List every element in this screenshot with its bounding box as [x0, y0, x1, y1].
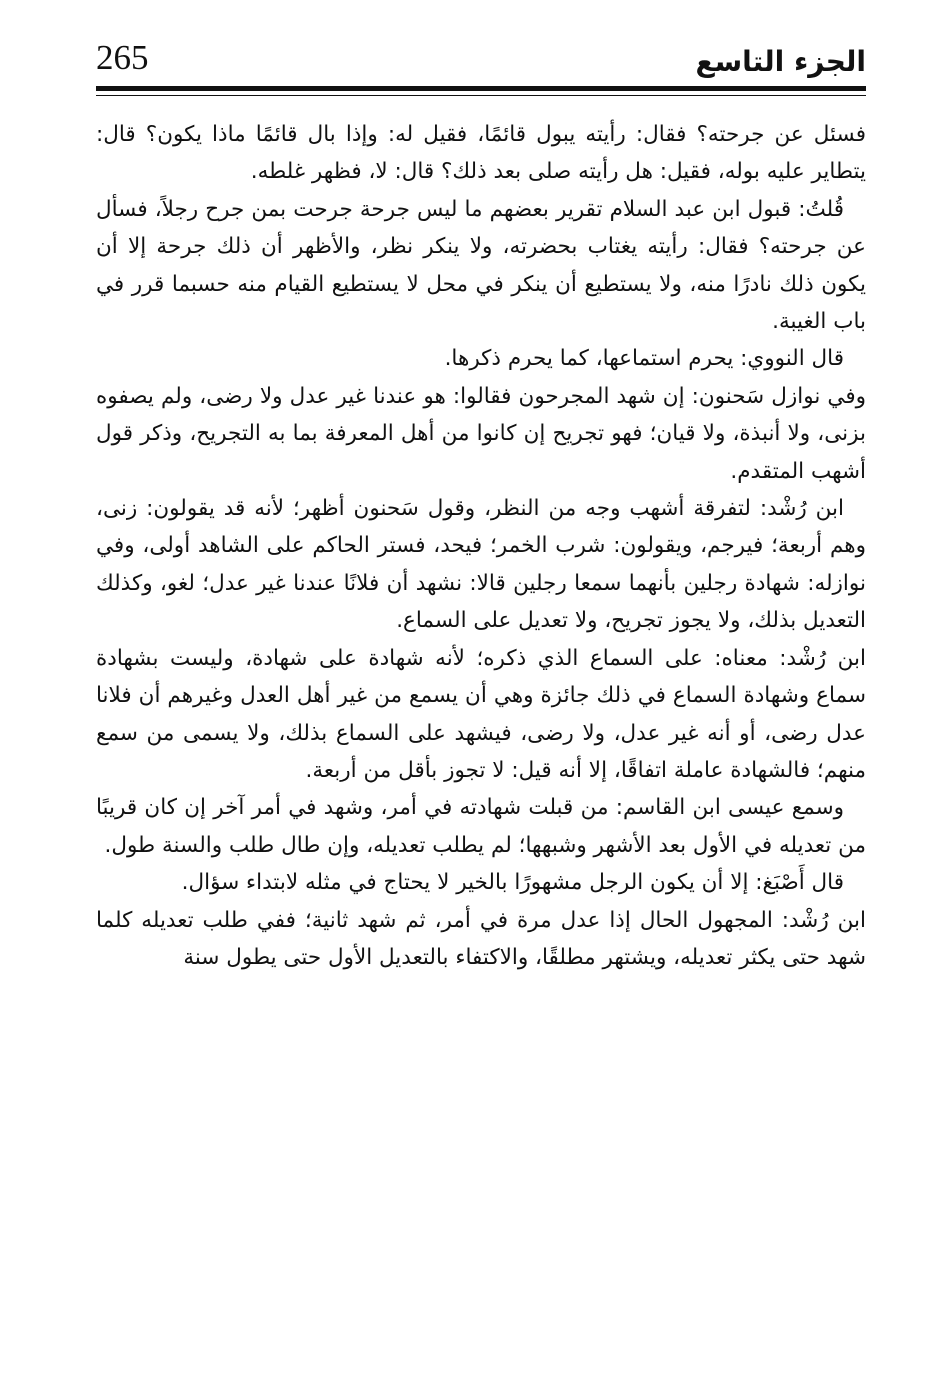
- paragraph-7: وسمع عيسى ابن القاسم: من قبلت شهادته في أمر، وشهد في أمر آخر إن كان قريبًا من تعديله في الأول بعد الأشهر وشبهها؛ لم يطلب تعديله، وإن طال طلب والسنة طول.: [96, 795, 866, 858]
- paragraph-8: قال أَصْبَغ: إلا أن يكون الرجل مشهورًا بالخير لا يحتاج في مثله لابتداء سؤال.: [181, 870, 844, 896]
- paragraph-2: قُلتُ: قبول ابن عبد السلام تقرير بعضهم ما ليس جرحة جرحت بمن جرح رجلاً، فسأل عن جرحته؟ فقال: رأيته يغتاب بحضرته، ولا ينكر نظر، والأظهر أن ذلك جرحة إلا أن يكون ذلك نادرًا منه، ولا يستطيع أن ينكر في محل لا يستطيع القيام منه حسبما قرر في باب الغيبة.: [96, 196, 866, 335]
- text-body: [96, 116, 866, 976]
- paragraph-1: فسئل عن جرحته؟ فقال: رأيته يبول قائمًا، فقيل له: وإذا بال قائمًا ماذا يكون؟ قال: يتطاير عليه بوله، فقيل: هل رأيته صلى بعد ذلك؟ قال: لا، فظهر غلطه.: [96, 122, 866, 185]
- paragraph-9: ابن رُشْد: المجهول الحال إذا عدل مرة في أمر، ثم شهد ثانية؛ ففي طلب تعديله كلما شهد حتى يكثر تعديله، ويشتهر مطلقًا، والاكتفاء بالتعديل الأول حتى يطول سنة: [96, 907, 866, 970]
- header-rule-thick: [96, 86, 866, 91]
- paragraph-3: قال النووي: يحرم استماعها، كما يحرم ذكرها.: [444, 346, 844, 372]
- running-title: الجزء التاسع: [695, 45, 866, 78]
- paragraph-5: ابن رُشْد: لتفرقة أشهب وجه من النظر، وقول سَحنون أظهر؛ لأنه قد يقولون: زنى، وهم أربعة؛ فيرجم، ويقولون: شرب الخمر؛ فيحد، فستر الحاكم على الشاهد أولى، وفي نوازله: شهادة رجلين بأنهما سمعا رجلين قالا: نشهد أن فلانًا عندنا غير عدل؛ لغو، وكذلك التعديل بذلك، ولا يجوز تجريح، ولا تعديل على السماع.: [96, 496, 866, 634]
- header-rule-thin: [96, 95, 866, 96]
- page-number: 265: [96, 38, 149, 77]
- paragraph-4: وفي نوازل سَحنون: إن شهد المجرحون فقالوا: هو عندنا غير عدل ولا رضى، ولم يصفوه بزنى، ولا أنبذة، ولا قيان؛ فهو تجريح إن كانوا من أهل المعرفة بما به التجريح، وذكر قول أشهب المتقدم.: [96, 383, 866, 484]
- paragraph-6: ابن رُشْد: معناه: على السماع الذي ذكره؛ لأنه شهادة على شهادة، وليست بشهادة سماع وشهادة السماع في ذلك جائزة وهي أن يسمع من غير أهل العدل وغيرهم أن فلانا عدل رضى، أو أنه غير عدل، ولا رضى، فيشهد على السماع بذلك، ولا يسمى من سمع منهم؛ فالشهادة عاملة اتفاقًا، إلا أنه قيل: لا تجوز بأقل من أربعة.: [96, 645, 866, 783]
